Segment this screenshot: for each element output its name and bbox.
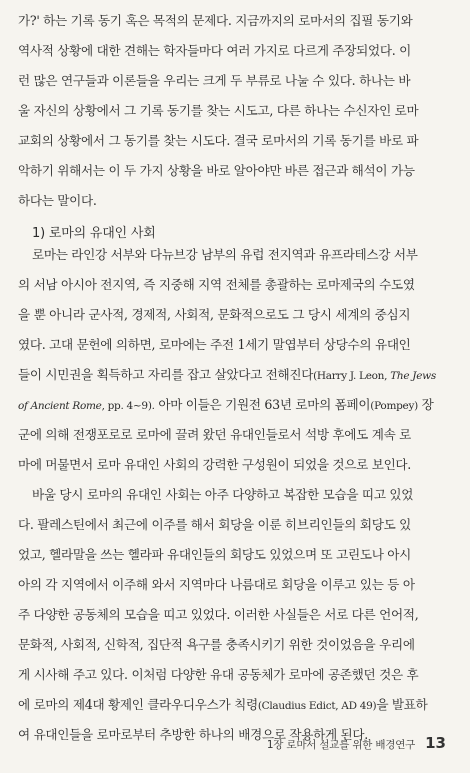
paragraph-line: 교회의 상황에서 그 동기를 찾는 시도다. 결국 로마서의 기록 동기를 바로 파 [18,133,419,148]
citation: (Claudius Edict, AD 49) [257,700,377,712]
paragraph-line: 런 많은 연구들과 이론들을 우리는 크게 두 부류로 나눌 수 있다. 하나는 바 [18,73,411,88]
paragraph-line-with-citation [18,390,452,420]
paragraph-line: 로마는 라인강 서부와 다뉴브강 남부의 유럽 전지역과 유프라테스강 서부 [32,247,418,262]
paragraph-line: 을 뿐 아니라 군사적, 경제적, 사회적, 문화적으로도 그 당시 세계의 중심지 [18,307,411,322]
page-number: 13 [425,734,446,752]
paragraph-line: 가?' 하는 기록 동기 혹은 목적의 문제다. 지금까지의 로마서의 집필 동기와 [18,13,413,28]
paragraph-line: 여 유대인들을 로마로부터 추방한 하나의 배경으로 작용하게 된다. [18,727,368,742]
paragraph-line: 군에 의해 전쟁포로로 로마에 끌려 왔던 유대인들로서 석방 후에도 계속 로 [18,427,411,442]
paragraph-line: 다. 팔레스틴에서 최근에 이주를 해서 회당을 이룬 히브리인들의 회당도 있 [18,517,411,532]
top-paragraph [18,6,452,216]
page-footer [267,734,446,752]
paragraph-line: 역사적 상황에 대한 견해는 학자들마다 여러 가지로 다르게 주장되었다. 이 [18,43,411,58]
citation-title: The Jews [390,370,436,382]
paragraph-line: 마에 머물면서 로마 유대인 사회의 강력한 구성원이 되었을 것으로 보인다. [18,457,411,472]
paragraph-line: 악하기 위해서는 이 두 가지 상황을 바로 알아야만 바른 접근과 해석이 가능 [18,163,415,178]
paragraph-line-with-citation [18,360,452,390]
paragraph-line: 였다. 고대 문헌에 의하면, 로마에는 주전 1세기 말엽부터 상당수의 유대인 [18,337,411,352]
running-title: 1장 로마서 설교를 위한 배경연구 [266,739,416,751]
paragraph-line: 아의 각 지역에서 이주해 와서 지역마다 나름대로 회당을 이루고 있는 등 아 [18,577,415,592]
paragraph-line: 문화적, 사회적, 신학적, 집단적 욕구를 충족시키기 위한 것이었음을 우리에 [18,637,415,652]
body-text [18,240,452,750]
paragraph-line: 바울 당시 로마의 유대인 사회는 아주 다양하고 복잡한 모습을 띠고 있었 [32,487,414,502]
paragraph-line: 울 자신의 상황에서 그 기록 동기를 찾는 시도고, 다른 하나는 수신자인 로마 [18,103,419,118]
citation-pages: , pp. 4~9). [101,400,155,412]
paragraph-line: 주 다양한 공동체의 모습을 띠고 있었다. 이러한 사실들은 서로 다른 언어적, [18,607,419,622]
citation-title: of Ancient Rome [18,400,102,412]
name-annotation: (Pompey) [370,400,418,412]
paragraph-line-with-citation [18,690,452,720]
paragraph-line: 하다는 말이다. [18,193,97,208]
line-text: 장 [417,397,434,412]
line-text: 들이 시민권을 획득하고 자리를 잡고 살았다고 전해진다 [18,367,314,382]
line-text: 아마 이들은 기원전 63년 로마의 폼페이 [154,397,371,412]
paragraph-line: 의 서남 아시아 전지역, 즉 지중해 지역 전체를 총괄하는 로마제국의 수도였 [18,277,415,292]
paragraph-line: 게 시사해 주고 있다. 이처럼 다양한 유대 공동체가 로마에 공존했던 것은 후 [18,667,419,682]
line-text: 을 발표하 [376,697,428,712]
citation: (Harry J. Leon, [313,370,391,382]
line-text: 에 로마의 제4대 황제인 클라우디우스가 칙령 [18,697,258,712]
paragraph-line: 었고, 헬라말을 쓰는 헬라파 유대인들의 회당도 있었으며 또 고린도나 아시 [18,547,411,562]
section-heading: 1) 로마의 유대인 사회 [32,226,156,241]
